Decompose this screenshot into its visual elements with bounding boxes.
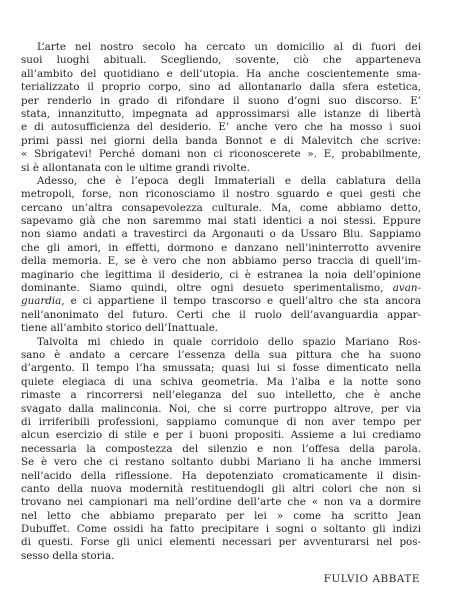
text-line: primi passi nei giorni della banda Bonnot e di Malevitch che scrive:	[21, 134, 421, 147]
text-line: tiene all’ambito storico dell’Inattuale.	[21, 322, 219, 335]
text-line: Dubuffet. Come ossidi ha fatto precipitare i sogni o soltanto gli indizi	[21, 523, 421, 536]
body-text	[21, 41, 421, 563]
italic-word: guardia	[21, 295, 62, 308]
text-line: e di autosufficienza del desiderio. E’ anche vero che ha mosso i suoi	[21, 121, 421, 134]
text-line: sano è andato a cercare l’essenza della sua pittura che ha suono	[21, 348, 421, 361]
text-line: rimaste a rincorrersi nell’eleganza del suo intelletto, che è anche	[21, 389, 421, 402]
text-line: « Sbrigatevi! Perché domani non ci riconoscerete ». E, probabilmente,	[21, 148, 421, 161]
author-signature: FULVIO ABBATE	[323, 573, 420, 585]
italic-word: avan-	[392, 282, 421, 295]
text-line: svagato dalla malinconia. Noi, che si corre purtroppo altrove, per via	[21, 402, 421, 415]
text-line: cercano un’altra consapevolezza culturale. Ma, come abbiamo detto,	[21, 201, 421, 214]
text-line: quiete elegiaca di una schiva geometria. Ma l’alba e la notte sono	[21, 375, 421, 388]
text-line: di questi. Forse gli unici elementi necessari per avventurarsi nel pos-	[21, 536, 421, 549]
text-line: maginario che legittima il desiderio, ci è estranea la noia dell’opinione	[21, 268, 421, 281]
text-line: non siamo andati a travestirci da Argonauti o da Ussaro Blu. Sappiamo	[21, 228, 421, 241]
text-line: stata, innanzitutto, impegnata ad approssimarsi alle istanze di libertà	[21, 107, 421, 120]
text-line: si è allontanata con le ultime grandi rivolte.	[21, 161, 250, 174]
text-line: che gli amori, in effetti, dormono e danzano nell’ininterrotto avvenire	[21, 241, 421, 254]
text-line: nell’acido della riflessione. Ha depotenziato cromaticamente il disin-	[21, 469, 421, 482]
text-line: nel letto che abbiamo preparato per lei » come ha scritto Jean	[21, 509, 421, 522]
text-line: guardia, e ci appartiene il tempo trascorso e quell’altro che sta ancora	[21, 295, 421, 308]
text-line: d’argento. Il tempo l’ha smussata; quasi lui si fosse dimenticato nella	[21, 362, 421, 375]
paragraph-3	[21, 336, 421, 564]
text-line: necessaria la compostezza del silenzio e non l’offesa della parola.	[21, 442, 421, 455]
text-line: terializzato il proprio corpo, sino ad allontanarlo dalla sfera estetica,	[21, 81, 421, 94]
text-line: sapevamo già che non saremmo mai stati identici a noi stessi. Eppure	[21, 215, 421, 228]
text-line: canto della nuova modernità restituendogli gli altri colori che non si	[21, 482, 421, 495]
text-line: suoi luoghi abituali. Scegliendo, sovente, ciò che apparteneva	[21, 54, 421, 67]
text-line: per renderlo in grado di rifondare il suono d’ogni suo discorso. E’	[21, 94, 421, 107]
text-line: Se è vero che ci restano soltanto dubbi Mariano li ha anche immersi	[21, 456, 421, 469]
text-line: metropoli, forse, non riconosciamo il nostro sguardo e quei gesti che	[21, 188, 421, 201]
text-line: L’arte nel nostro secolo ha cercato un domicilio al di fuori dei	[37, 41, 421, 53]
paragraph-1	[21, 41, 421, 175]
text-line: nell’anonimato del futuro. Certi che il ruolo dell’avanguardia appar-	[21, 308, 421, 321]
text-line: dominante. Siamo quindi, oltre ogni desueto sperimentalismo, avan-	[21, 282, 421, 295]
text-line: di irriferibili professioni, sappiamo comunque di non aver tempo per	[21, 415, 421, 428]
text-line: all’ambito del quotidiano e dell’utopia. Ha anche coscientemente sma-	[21, 67, 421, 80]
text-line: Adesso, che è l’epoca degli Immateriali e della cablatura della	[37, 174, 421, 187]
text-line: della memoria. E, se è vero che non abbiamo perso traccia di quell’im-	[21, 255, 421, 268]
text-line: sesso della storia.	[21, 549, 115, 562]
text-line: Talvolta mi chiedo in quale corridoio dello spazio Mariano Ros-	[37, 335, 421, 348]
text-line: trovano nei campionari ma nell’ordine dell’arte che « non va a dormire	[21, 496, 421, 509]
text-line: alcun esercizio di stile e per i buoni propositi. Assieme a lui crediamo	[21, 429, 421, 442]
paragraph-2	[21, 175, 421, 336]
